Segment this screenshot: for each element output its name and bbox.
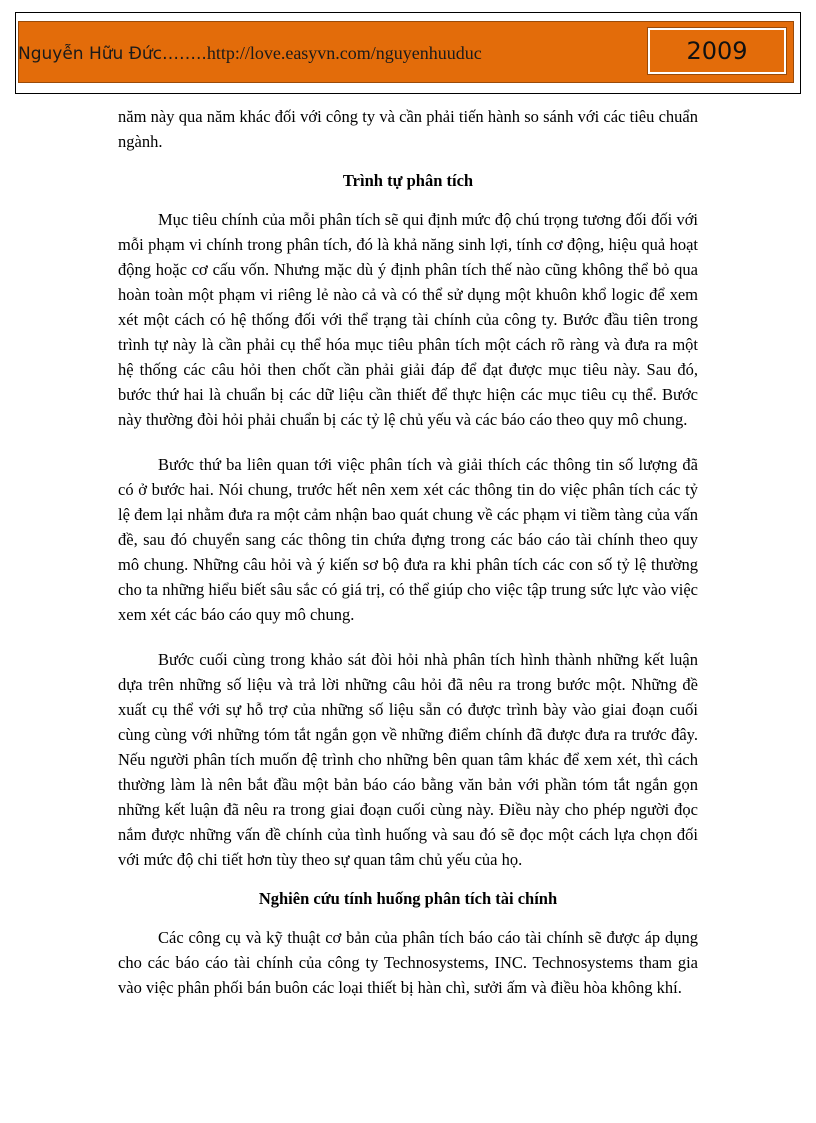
header-author-url (18, 33, 648, 73)
paragraph-2: Bước thứ ba liên quan tới việc phân tích và giải thích các thông tin số lượng đã có ở bước hai. Nói chung, trước hết nên xem xét các thông tin do việc phân tích các tỷ lệ đem lại nhằm đưa ra một cảm nhận bao quát chung về các phạm vi tiềm tàng của vấn đề, sau đó chuyển sang các thông tin chứa đựng trong các báo cáo tài chính theo quy mô chung. Những câu hỏi và ý kiến sơ bộ đưa ra khi phân tích các con số tỷ lệ thường cho ta những hiểu biết sâu sắc có giá trị, có thể giúp cho việc tập trung sức lực vào việc xem xét các báo cáo quy mô chung. (118, 455, 698, 624)
document-body (118, 104, 698, 1000)
paragraph-4: Các công cụ và kỹ thuật cơ bản của phân tích báo cáo tài chính sẽ được áp dụng cho các báo cáo tài chính của công ty Technosystems, INC. Technosystems tham gia vào việc phân phối bán buôn các loại thiết bị hàn chì, sưởi ấm và điều hòa không khí. (118, 928, 698, 997)
section-heading-sequence: Trình tự phân tích (342, 171, 474, 190)
paragraph-continued: năm này qua năm khác đối với công ty và cần phải tiến hành so sánh với các tiêu chuẩn ngành. (118, 107, 698, 151)
header-author: Nguyễn Hữu Đức…….. (18, 44, 207, 64)
header-url[interactable]: http://love.easyvn.com/nguyenhuuduc (206, 43, 482, 63)
section-heading-case-study: Nghiên cứu tính huống phân tích tài chính (258, 889, 558, 908)
paragraph-1: Mục tiêu chính của mỗi phân tích sẽ qui định mức độ chú trọng tương đối đối với mỗi phạm vi chính trong phân tích, đó là khả năng sinh lợi, tính cơ động, hiệu quả hoạt động hoặc cơ cấu vốn. Nhưng mặc dù ý định phân tích thế nào cũng không thể bỏ qua hoàn toàn một phạm vi riêng lẻ nào cả và có thể sử dụng một khuôn khổ logic để xem xét một cách có hệ thống đối với thể trạng tài chính của công ty. Bước đầu tiên trong trình tự này là cần phải cụ thể hóa mục tiêu phân tích một cách rõ ràng và đưa ra một hệ thống các câu hỏi then chốt cần phải giải đáp để đạt được mục tiêu này. Sau đó, bước thứ hai là chuẩn bị các dữ liệu cần thiết để thực hiện các mục tiêu cụ thể. Bước này thường đòi hỏi phải chuẩn bị các tỷ lệ chủ yếu và các báo cáo theo quy mô chung. (118, 210, 698, 429)
paragraph-3: Bước cuối cùng trong khảo sát đòi hỏi nhà phân tích hình thành những kết luận dựa trên những số liệu và trả lời những câu hỏi đã nêu ra trong bước một. Những đề xuất cụ thể với sự hỗ trợ của những số liệu sẵn có được trình bày vào giai đoạn cuối cùng cùng với những tóm tắt ngắn gọn về những điểm chính đã được đưa ra trước đây. Nếu người phân tích muốn đệ trình cho những bên quan tâm khác để xem xét, thì cách thường làm là nên bắt đầu một bản báo cáo bằng văn bản với phần tóm tắt ngắn gọn những kết luận đã nêu ra trong giai đoạn cuối cùng này. Điều này cho phép người đọc nắm được những vấn đề chính của tình huống và sau đó sẽ đọc một cách lựa chọn đối với mức độ chi tiết hơn tùy theo sự quan tâm chủ yếu của họ. (118, 650, 698, 869)
header-year: 2009 (686, 37, 748, 65)
